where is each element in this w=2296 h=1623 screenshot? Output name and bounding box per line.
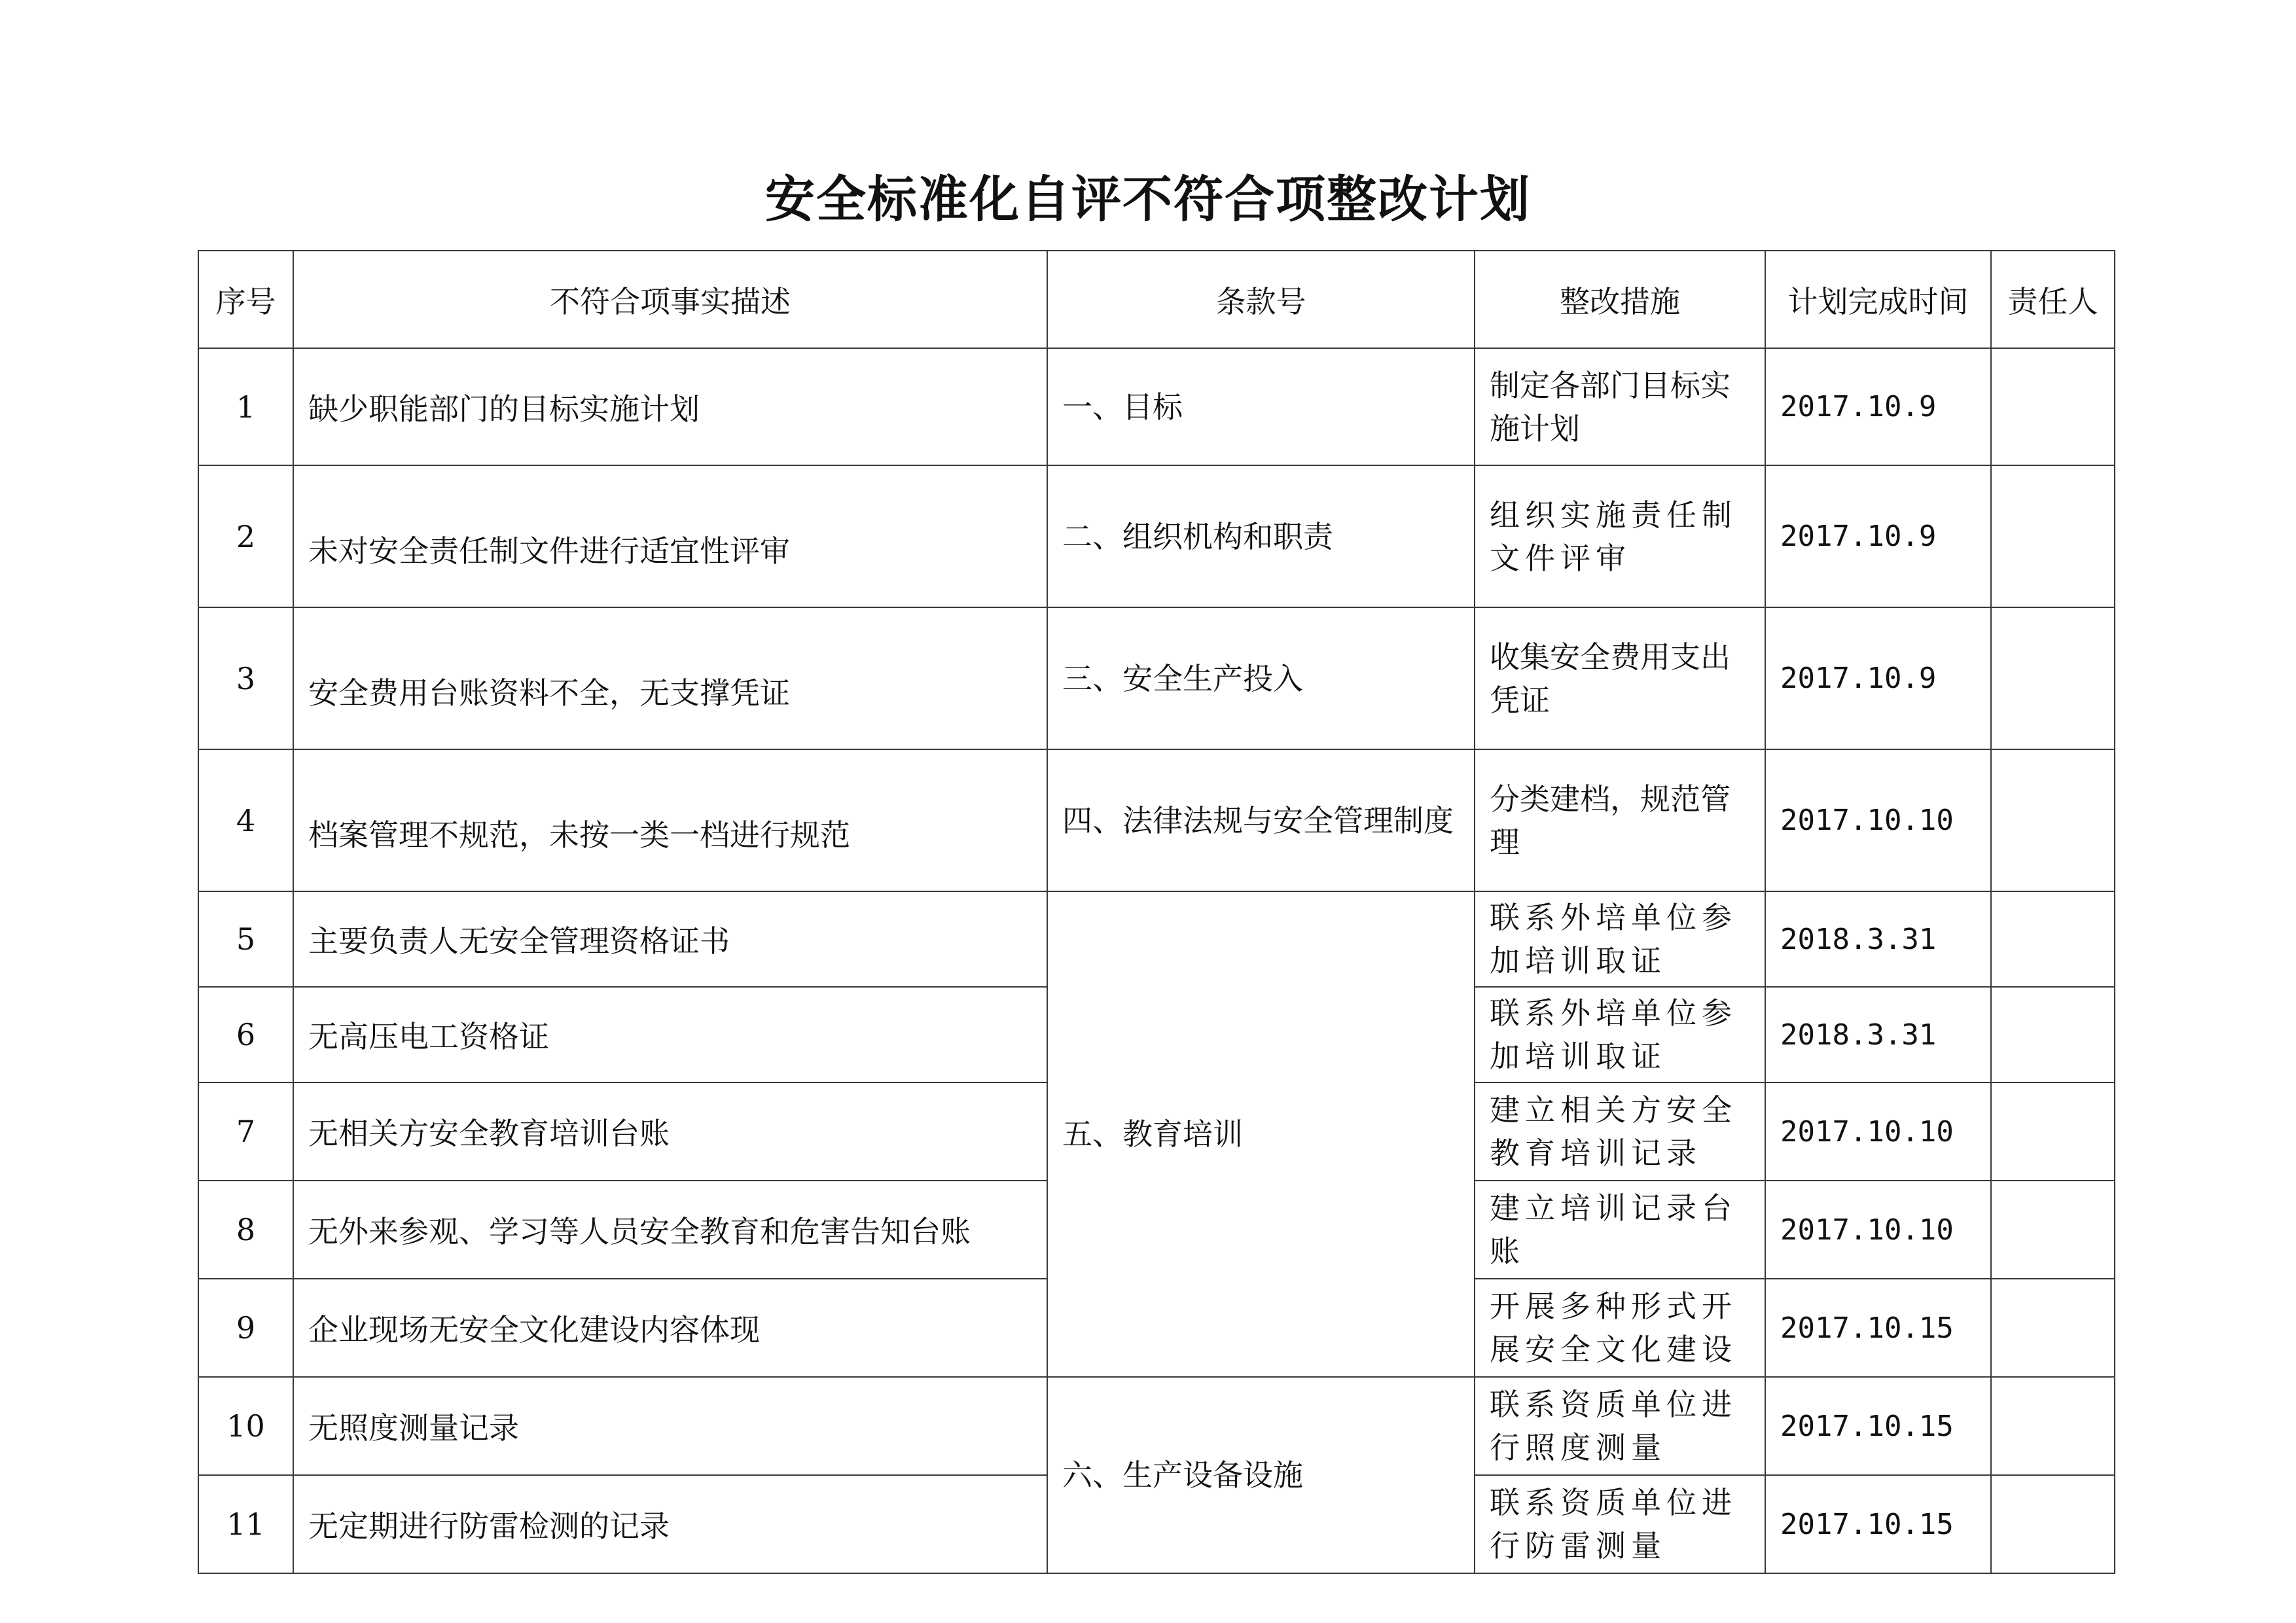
table-row [198,749,2115,891]
header-owner: 责任人 [1991,251,2115,348]
row-date: 2017.10.10 [1765,749,1991,891]
row-idx: 7 [198,1082,293,1181]
row-idx: 2 [198,465,293,607]
row-idx: 8 [198,1181,293,1279]
row-date: 2017.10.15 [1765,1475,1991,1573]
table-row [198,1377,2115,1475]
rectification-plan-table [198,250,2115,1574]
row-idx: 9 [198,1279,293,1377]
page-title: 安全标准化自评不符合项整改计划 [765,170,1531,228]
row-clause: 五、教育培训 [1047,891,1475,1377]
row-owner [1991,1082,2115,1181]
row-measure: 开展多种形式开展安全文化建设 [1475,1279,1765,1377]
header-measure: 整改措施 [1475,251,1765,348]
row-idx: 6 [198,987,293,1082]
row-idx: 1 [198,348,293,465]
row-measure: 分类建档，规范管理 [1475,749,1765,891]
row-desc: 主要负责人无安全管理资格证书 [293,891,1047,987]
row-desc: 无照度测量记录 [293,1377,1047,1475]
row-desc: 无高压电工资格证 [293,987,1047,1082]
row-date: 2018.3.31 [1765,891,1991,987]
row-desc: 档案管理不规范，未按一类一档进行规范 [293,749,1047,891]
row-desc: 未对安全责任制文件进行适宜性评审 [293,465,1047,607]
row-owner [1991,891,2115,987]
row-clause: 三、安全生产投入 [1047,607,1475,749]
row-idx: 4 [198,749,293,891]
row-measure: 联系资质单位进行防雷测量 [1475,1475,1765,1573]
row-idx: 10 [198,1377,293,1475]
row-clause: 一、目标 [1047,348,1475,465]
row-owner [1991,987,2115,1082]
table-row [198,891,2115,987]
header-desc: 不符合项事实描述 [293,251,1047,348]
row-date: 2017.10.9 [1765,465,1991,607]
row-owner [1991,1181,2115,1279]
row-desc: 无定期进行防雷检测的记录 [293,1475,1047,1573]
row-date: 2017.10.10 [1765,1181,1991,1279]
table-header-row [198,251,2115,348]
row-idx: 5 [198,891,293,987]
row-desc: 无外来参观、学习等人员安全教育和危害告知台账 [293,1181,1047,1279]
row-measure: 组织实施责任制文件评审 [1475,465,1765,607]
row-clause: 六、生产设备设施 [1047,1377,1475,1573]
row-clause: 四、法律法规与安全管理制度 [1047,749,1475,891]
row-owner [1991,749,2115,891]
row-date: 2017.10.10 [1765,1082,1991,1181]
row-desc: 安全费用台账资料不全，无支撑凭证 [293,607,1047,749]
row-idx: 11 [198,1475,293,1573]
row-date: 2017.10.15 [1765,1279,1991,1377]
row-desc: 缺少职能部门的目标实施计划 [293,348,1047,465]
row-idx: 3 [198,607,293,749]
row-measure: 建立培训记录台账 [1475,1181,1765,1279]
row-measure: 联系资质单位进行照度测量 [1475,1377,1765,1475]
table-row [198,607,2115,749]
row-date: 2017.10.9 [1765,607,1991,749]
row-measure: 建立相关方安全教育培训记录 [1475,1082,1765,1181]
table-row [198,348,2115,465]
row-owner [1991,1279,2115,1377]
row-measure: 联系外培单位参加培训取证 [1475,987,1765,1082]
header-idx: 序号 [198,251,293,348]
row-date: 2017.10.9 [1765,348,1991,465]
row-clause: 二、组织机构和职责 [1047,465,1475,607]
header-clause: 条款号 [1047,251,1475,348]
row-desc: 无相关方安全教育培训台账 [293,1082,1047,1181]
table-row [198,465,2115,607]
row-date: 2018.3.31 [1765,987,1991,1082]
row-owner [1991,465,2115,607]
row-owner [1991,607,2115,749]
row-measure: 收集安全费用支出凭证 [1475,607,1765,749]
row-measure: 联系外培单位参加培训取证 [1475,891,1765,987]
row-owner [1991,1377,2115,1475]
row-owner [1991,348,2115,465]
row-desc: 企业现场无安全文化建设内容体现 [293,1279,1047,1377]
header-date: 计划完成时间 [1765,251,1991,348]
row-owner [1991,1475,2115,1573]
row-date: 2017.10.15 [1765,1377,1991,1475]
row-measure: 制定各部门目标实施计划 [1475,348,1765,465]
